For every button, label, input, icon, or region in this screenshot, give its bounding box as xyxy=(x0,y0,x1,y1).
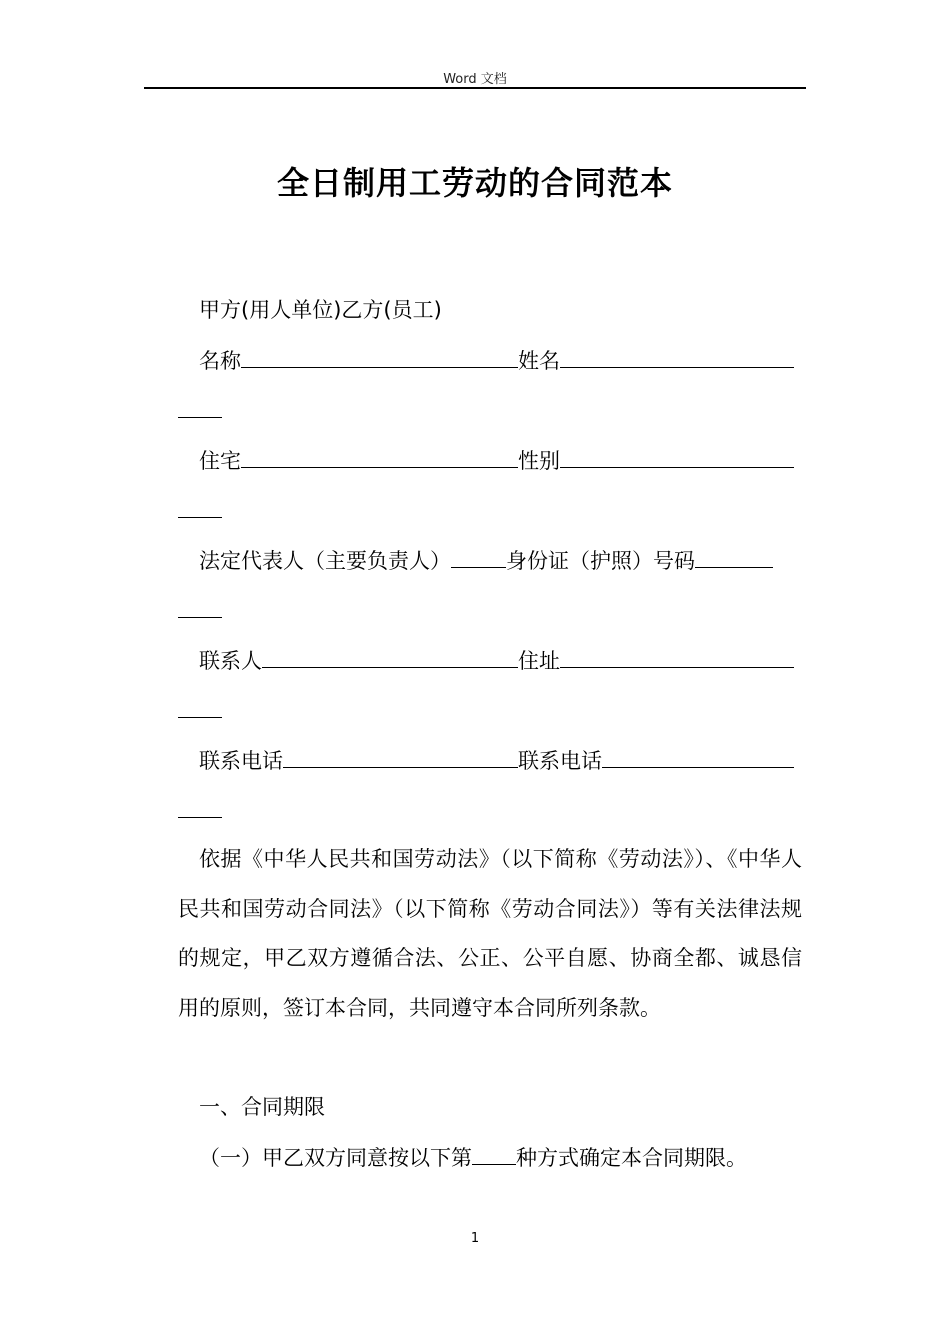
header-rule xyxy=(144,87,806,89)
phone-blank-employer[interactable] xyxy=(283,745,518,768)
field-row-name xyxy=(178,345,823,376)
term-clause xyxy=(178,1142,823,1173)
document-title: 全日制用工劳动的合同范本 xyxy=(276,164,673,202)
basis-paragraph: 依据《中华人民共和国劳动法》（以下简称《劳动法》）、《中华人民共和国劳动合同法》（以下简称《劳动合同法》）等有关法律法规的规定，甲乙双方遵循合法、公正、公平自愿、协商全都、诚恳信用的原则，签订本合同，共同遵守本合同所列条款。 xyxy=(178,847,802,1020)
clause-text: 种方式确定本合同期限。 xyxy=(516,1146,747,1170)
field-label: 联系电话 xyxy=(199,749,283,773)
field-label: 法定代表人（主要负责人） xyxy=(199,549,451,573)
name-blank[interactable] xyxy=(241,345,518,368)
residence-blank[interactable] xyxy=(241,445,518,468)
id-number-blank[interactable] xyxy=(695,545,773,568)
field-label: 联系电话 xyxy=(518,749,602,773)
field-label: 联系人 xyxy=(199,649,262,673)
address-blank[interactable] xyxy=(560,645,794,668)
field-row-tail xyxy=(178,795,802,826)
field-row-legal-rep xyxy=(178,545,823,576)
field-label: 姓名 xyxy=(518,349,560,373)
field-row-tail xyxy=(178,495,802,526)
field-label: 性别 xyxy=(518,449,560,473)
parties-line: 甲方(用人单位)乙方(员工) xyxy=(199,298,442,322)
field-row-residence xyxy=(178,445,823,476)
clause-text: （一）甲乙双方同意按以下第 xyxy=(199,1146,472,1170)
legal-rep-blank[interactable] xyxy=(451,545,506,568)
continuation-blank[interactable] xyxy=(178,695,222,718)
continuation-blank[interactable] xyxy=(178,495,222,518)
gender-blank[interactable] xyxy=(560,445,794,468)
page-number: 1 xyxy=(470,1231,480,1246)
continuation-blank[interactable] xyxy=(178,795,222,818)
field-row-tail xyxy=(178,695,802,726)
phone-blank-employee[interactable] xyxy=(602,745,794,768)
continuation-blank[interactable] xyxy=(178,395,222,418)
field-row-tail xyxy=(178,395,802,426)
field-label: 名称 xyxy=(199,349,241,373)
field-row-contact xyxy=(178,645,823,676)
full-name-blank[interactable] xyxy=(560,345,794,368)
field-label: 身份证（护照）号码 xyxy=(506,549,695,573)
method-number-blank[interactable] xyxy=(472,1142,516,1165)
field-label: 住宅 xyxy=(199,449,241,473)
section-heading: 一、合同期限 xyxy=(199,1095,325,1119)
field-row-tail xyxy=(178,595,802,626)
field-row-phone xyxy=(178,745,823,776)
continuation-blank[interactable] xyxy=(178,595,222,618)
page-header: Word 文档 xyxy=(443,72,507,87)
field-label: 住址 xyxy=(518,649,560,673)
contact-person-blank[interactable] xyxy=(262,645,518,668)
